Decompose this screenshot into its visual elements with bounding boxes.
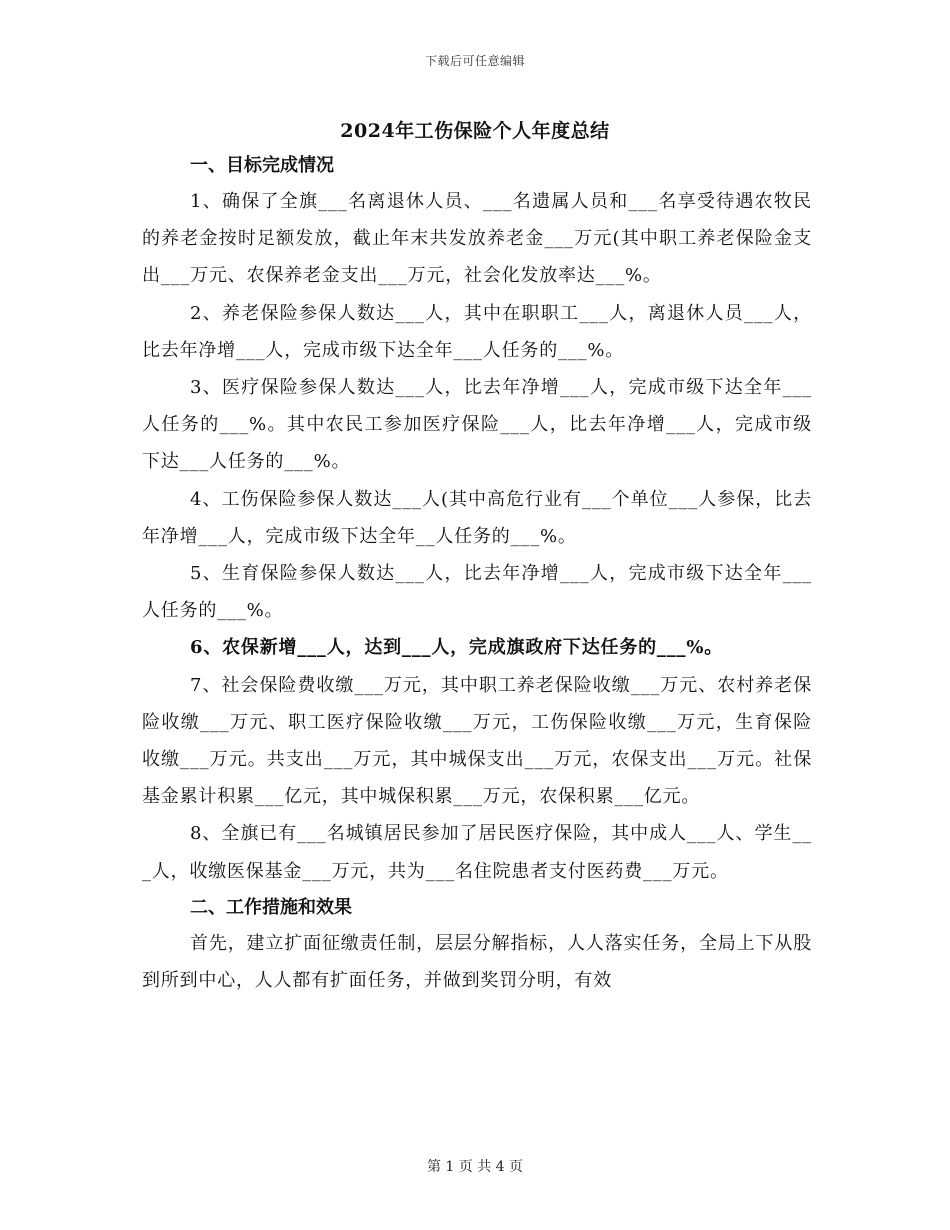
section-heading-targets: 一、目标完成情况	[190, 155, 334, 176]
paragraph-measures-1: 首先，建立扩面征缴责任制，层层分解指标，人人落实任务，全局上下从股到所到中心，人人都有扩面任务，并做到奖罚分明，有效	[142, 932, 812, 992]
paragraph-4: 4、工伤保险参保人数达___人(其中高危行业有___个单位___人参保，比去年净增___人，完成市级下达全年__人任务的___%。	[142, 488, 812, 547]
paragraph-7: 7、社会保险费收缴___万元，其中职工养老保险收缴___万元、农村养老保险收缴___万元、职工医疗保险收缴___万元，工伤保险收缴___万元，生育保险收缴___万元。共支出___万元，其中城保支出___万元，农保支出___万元。社保基金累计积累___亿元，其中城保积累___万元，农保积累___亿元。	[142, 674, 812, 808]
section-heading-measures: 二、工作措施和效果	[190, 896, 352, 918]
paragraph-6: 6、农保新增___人，达到___人，完成旗政府下达任务的___%。	[190, 637, 724, 659]
paragraph-2: 2、养老保险参保人数达___人，其中在职职工___人，离退休人员___人，比去年净增___人，完成市级下达全年___人任务的___%。	[142, 302, 812, 361]
document-body	[142, 148, 812, 999]
header-note: 下载后可任意编辑	[424, 54, 525, 68]
document-title: 2024年工伤保险个人年度总结	[340, 120, 610, 142]
paragraph-8: 8、全旗已有___名城镇居民参加了居民医疗保险，其中成人___人、学生___人，收缴医保基金___万元，共为___名住院患者支付医药费___万元。	[142, 823, 812, 882]
paragraph-5: 5、生育保险参保人数达___人，比去年净增___人，完成市级下达全年___人任务的___%。	[142, 563, 812, 622]
page-footer: 第 1 页 共 4 页	[426, 1159, 524, 1175]
paragraph-3: 3、医疗保险参保人数达___人，比去年净增___人，完成市级下达全年___人任务的___%。其中农民工参加医疗保险___人，比去年净增___人，完成市级下达___人任务的___%。	[142, 377, 812, 473]
paragraph-1: 1、确保了全旗___名离退休人员、___名遗属人员和___名享受待遇农牧民的养老金按时足额发放，截止年末共发放养老金___万元(其中职工养老保险金支出___万元、农保养老金支出___万元，社会化发放率达___%。	[142, 191, 812, 287]
